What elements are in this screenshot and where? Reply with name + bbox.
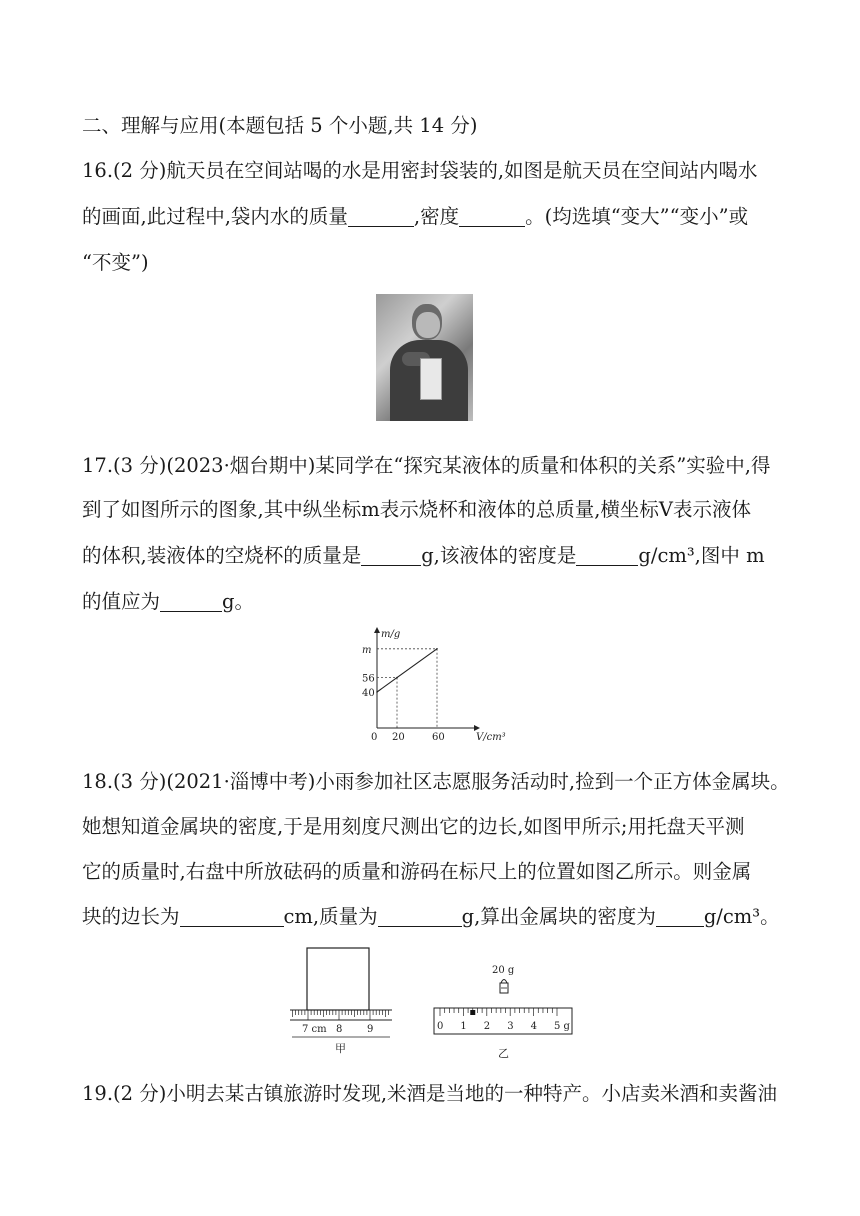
chart-origin-label: 0 xyxy=(371,732,378,743)
q17-text-d: 的值应为 xyxy=(82,590,161,613)
q16-line1: 16.(2 分)航天员在空间站喝的水是用密封袋装的,如图是航天员在空间站内喝水 xyxy=(82,159,758,182)
chart-point xyxy=(396,677,398,679)
chart-x-tick-label: 60 xyxy=(432,732,445,743)
q17-text-e: g。 xyxy=(222,590,254,613)
caption-yi: 乙 xyxy=(498,1047,509,1060)
q18-line3: 它的质量时,右盘中所放砝码的质量和游码在标尺上的位置如图乙所示。则金属 xyxy=(82,860,752,883)
q18-line2: 她想知道金属块的密度,于是用刻度尺测出它的边长,如图甲所示;用托盘天平测 xyxy=(82,815,745,838)
figure-jia-ruler xyxy=(288,944,394,1060)
q17-line2: 到了如图所示的图象,其中纵坐标m表示烧杯和液体的总质量,横坐标V表示液体 xyxy=(82,498,751,521)
mass-volume-chart xyxy=(356,624,516,744)
q16-text-a: 的画面,此过程中,袋内水的质量 xyxy=(82,205,348,228)
q16-text-c: 。(均选填“变大”“变小”或 xyxy=(525,205,749,228)
q18-text-d: g/cm³。 xyxy=(703,905,780,928)
q19-line1: 19.(2 分)小明去某古镇旅游时发现,米酒是当地的一种特产。小店卖米酒和卖酱油 xyxy=(82,1082,778,1105)
q18-text-b: cm,质量为 xyxy=(283,905,378,928)
ruler-label: 7 cm xyxy=(302,1024,327,1035)
q18-line1: 18.(3 分)(2021·淄博中考)小雨参加社区志愿服务活动时,捡到一个正方体金属块。 xyxy=(82,770,790,793)
q17-line4 xyxy=(82,588,254,616)
q16-line2 xyxy=(82,203,748,231)
q18-line4 xyxy=(82,903,780,931)
weight-icon xyxy=(500,980,508,994)
chart-ylabel: m/g xyxy=(381,629,401,640)
weight-label: 20 g xyxy=(492,965,515,976)
chart-xlabel: V/cm³ xyxy=(476,732,506,743)
section-title: 二、理解与应用(本题包括 5 个小题,共 14 分) xyxy=(82,114,478,137)
figure-yi-balance xyxy=(430,956,580,1060)
answer-blank[interactable] xyxy=(348,206,414,227)
metal-cube xyxy=(307,948,369,1010)
answer-blank[interactable] xyxy=(160,591,222,612)
q16-text-b: ,密度 xyxy=(413,205,460,228)
q17-line3 xyxy=(82,542,765,570)
caption-jia: 甲 xyxy=(335,1042,346,1055)
scale-label: 4 xyxy=(530,1021,537,1032)
q17-text-b: g,该液体的密度是 xyxy=(421,544,577,567)
q17-line1: 17.(3 分)(2023·烟台期中)某同学在“探究某液体的质量和体积的关系”实验中,得 xyxy=(82,454,771,477)
chart-x-tick-label: 20 xyxy=(392,732,405,743)
answer-blank[interactable] xyxy=(459,206,525,227)
chart-series-line xyxy=(377,649,437,692)
scale-label: 0 xyxy=(437,1021,444,1032)
scale-label: 3 xyxy=(507,1021,514,1032)
scale-label: 1 xyxy=(460,1021,467,1032)
chart-point xyxy=(436,648,438,650)
q16-line3: “不变”) xyxy=(82,251,149,274)
answer-blank[interactable] xyxy=(361,545,421,566)
answer-blank[interactable] xyxy=(378,906,462,927)
chart-y-tick-label: m xyxy=(362,644,372,656)
q17-text-a: 的体积,装液体的空烧杯的质量是 xyxy=(82,544,362,567)
photo-face xyxy=(416,312,440,338)
answer-blank[interactable] xyxy=(576,545,638,566)
scale-label: 2 xyxy=(483,1021,491,1032)
chart-point xyxy=(376,691,378,693)
chart-y-tick-label: 56 xyxy=(362,673,375,685)
ruler-label: 8 xyxy=(336,1024,343,1035)
balance-scale-bar xyxy=(434,1008,572,1034)
scale-label: 5 g xyxy=(554,1021,570,1032)
q18-text-a: 块的边长为 xyxy=(82,905,180,928)
q18-text-c: g,算出金属块的密度为 xyxy=(461,905,656,928)
ruler-label: 9 xyxy=(367,1024,374,1035)
chart-y-tick-label: 40 xyxy=(362,688,375,699)
rider-marker xyxy=(470,1010,475,1015)
astronaut-photo xyxy=(376,294,473,421)
q17-text-c: g/cm³,图中 m xyxy=(638,544,765,567)
answer-blank[interactable] xyxy=(656,906,704,927)
answer-blank[interactable] xyxy=(180,906,284,927)
water-bag xyxy=(420,358,442,400)
